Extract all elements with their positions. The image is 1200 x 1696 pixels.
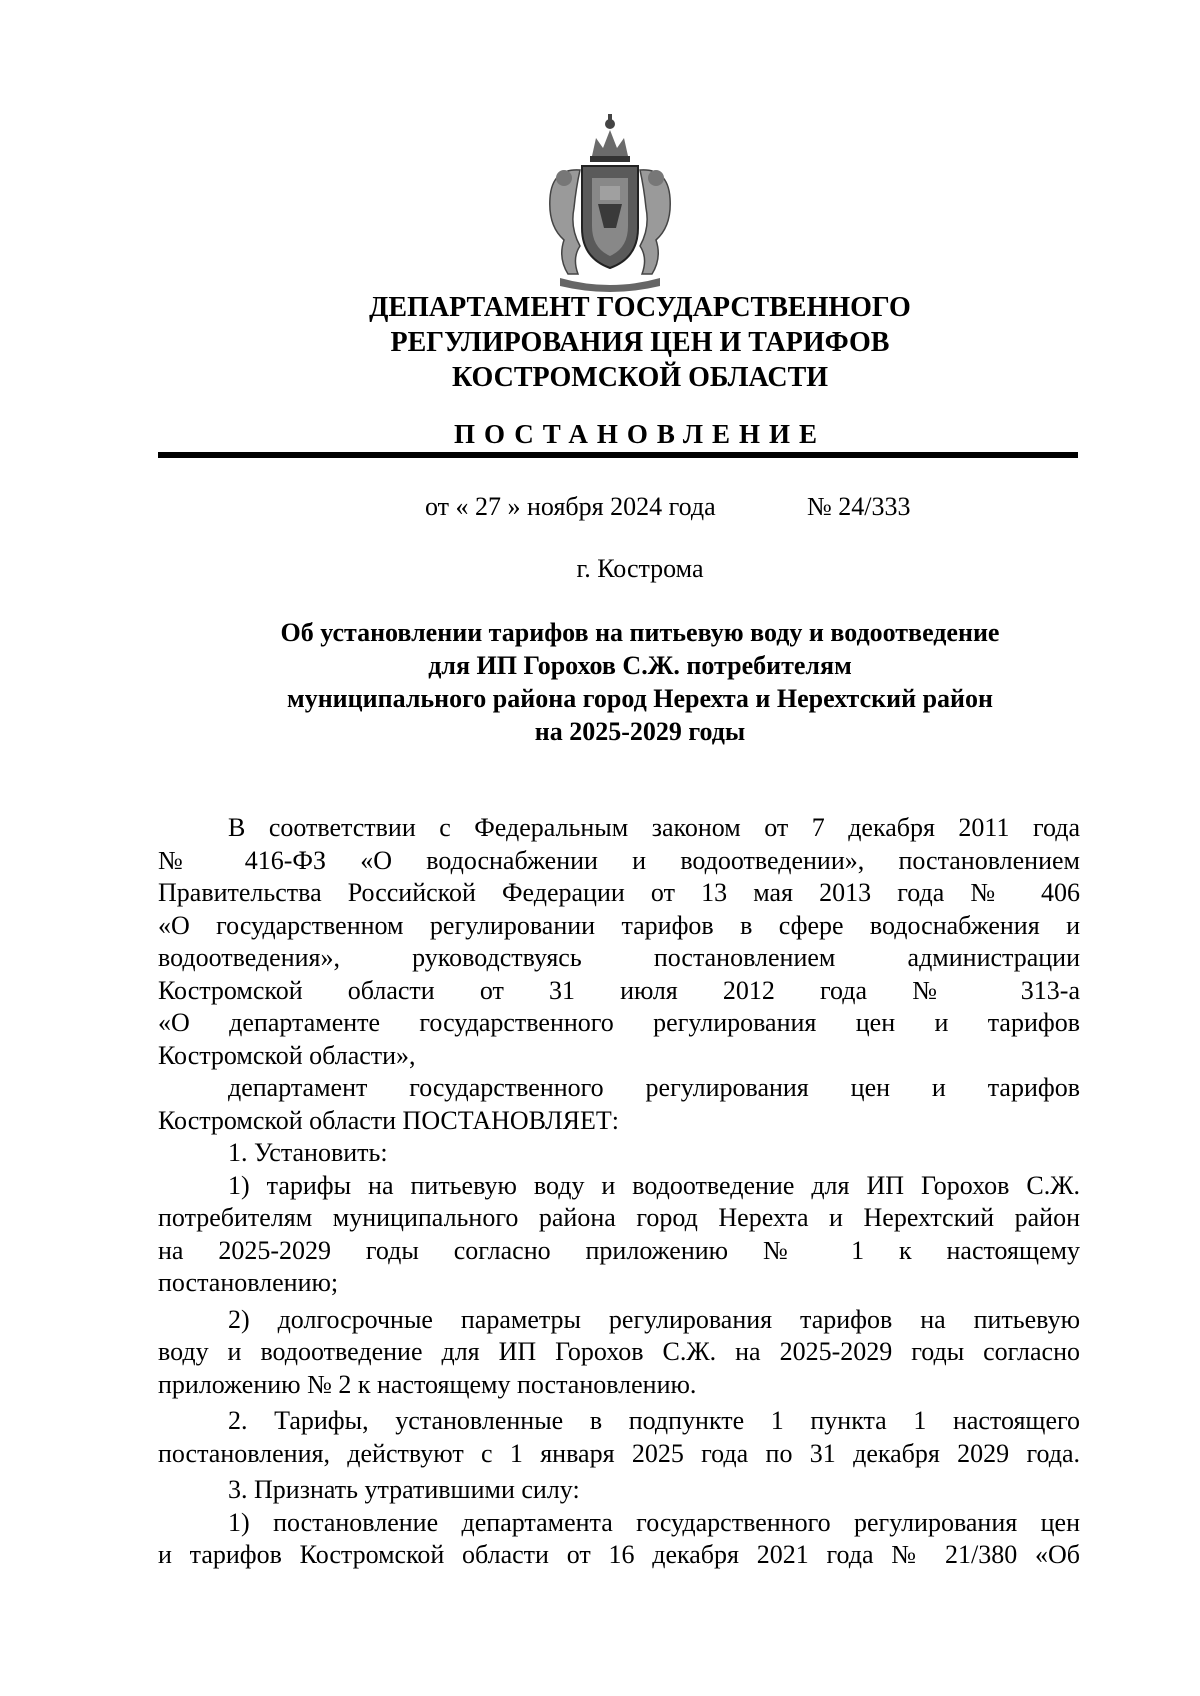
document-city: г. Кострома: [576, 554, 704, 583]
document-body: [158, 812, 1080, 1572]
body-line: постановлению;: [158, 1268, 339, 1297]
document-subject: [160, 616, 1120, 748]
department-name: [160, 290, 1120, 395]
kostroma-region-coat-of-arms-icon: [530, 108, 690, 298]
body-line: департамент государственного регулирования цен и тарифов: [228, 1073, 1080, 1102]
body-line: В соответствии с Федеральным законом от 7 декабря 2011 года: [228, 813, 1080, 842]
body-line: «О департаменте государственного регулирования цен и тарифов: [158, 1008, 1080, 1037]
body-line: на 2025-2029 годы согласно приложению № 1 к настоящему: [158, 1235, 1080, 1265]
body-line: № 416-ФЗ «О водоснабжении и водоотведении», постановлением: [158, 845, 1080, 875]
body-line: Костромской области»,: [158, 1040, 416, 1070]
department-line: ДЕПАРТАМЕНТ ГОСУДАРСТВЕННОГО: [369, 292, 911, 323]
body-line: приложению № 2 к настоящему постановлению.: [158, 1369, 697, 1399]
document-date: от « 27 » ноября 2024 года: [425, 492, 716, 521]
body-line: и тарифов Костромской области от 16 декабря 2021 года № 21/380 «Об: [158, 1540, 1080, 1569]
body-line: водоотведения», руководствуясь постановлением администрации: [158, 943, 1080, 972]
subject-line: для ИП Горохов С.Ж. потребителям: [428, 651, 852, 680]
subject-line: на 2025-2029 годы: [534, 717, 746, 746]
subject-line: Об установлении тарифов на питьевую воду и водоотведение: [280, 618, 1000, 647]
subject-line: муниципального района город Нерехта и Нерехтский район: [286, 684, 993, 713]
body-line: Костромской области ПОСТАНОВЛЯЕТ:: [158, 1105, 619, 1135]
body-line: 1) тарифы на питьевую воду и водоотведение для ИП Горохов С.Ж.: [228, 1170, 1080, 1200]
body-line: Правительства Российской Федерации от 13 мая 2013 года № 406: [158, 878, 1080, 907]
body-line: 1) постановление департамента государственного регулирования цен: [228, 1507, 1080, 1537]
document-type-title: ПОСТАНОВЛЕНИЕ: [453, 419, 827, 449]
body-line: Костромской области от 31 июля 2012 года № 313-а: [158, 975, 1080, 1005]
body-line: «О государственном регулировании тарифов в сфере водоснабжения и: [158, 910, 1080, 940]
body-line: 2. Тарифы, установленные в подпункте 1 пункта 1 настоящего: [228, 1406, 1080, 1435]
document-number: № 24/333: [807, 492, 911, 521]
body-line: 3. Признать утратившими силу:: [228, 1475, 580, 1504]
header-divider: [158, 452, 1078, 458]
body-line: постановления, действуют с 1 января 2025 года по 31 декабря 2029 года.: [158, 1438, 1080, 1468]
department-line: КОСТРОМСКОЙ ОБЛАСТИ: [451, 362, 829, 393]
body-line: 1. Установить:: [228, 1138, 388, 1167]
body-line: воду и водоотведение для ИП Горохов С.Ж. на 2025-2029 годы согласно: [158, 1337, 1080, 1366]
body-line: потребителям муниципального района город Нерехта и Нерехтский район: [158, 1203, 1080, 1232]
body-line: 2) долгосрочные параметры регулирования тарифов на питьевую: [228, 1304, 1080, 1334]
department-line: РЕГУЛИРОВАНИЯ ЦЕН И ТАРИФОВ: [390, 327, 890, 358]
